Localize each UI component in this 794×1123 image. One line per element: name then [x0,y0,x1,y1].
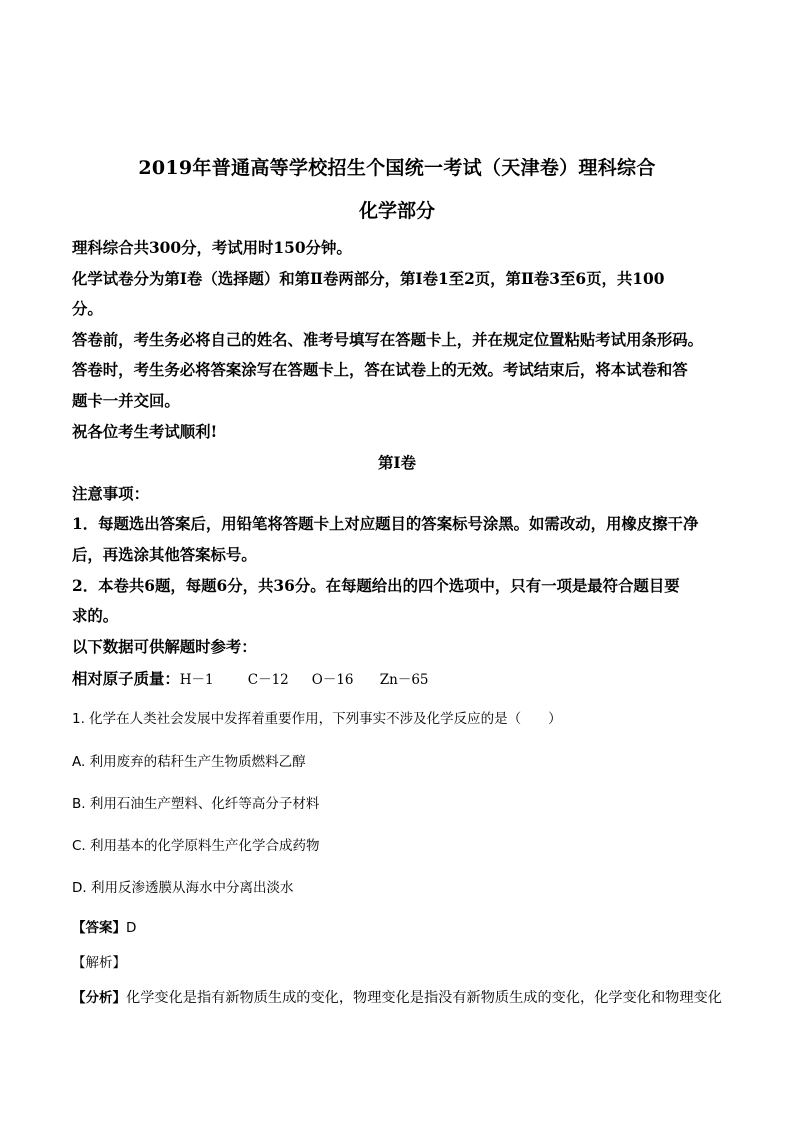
atomic-mass-c: C－12 [247,672,289,688]
atomic-mass-row [72,667,732,689]
fenxi-text: 化学变化是指有新物质生成的变化，物理变化是指没有新物质生成的变化，化学变化和物理变化 [126,990,722,1006]
note-1b: 后，再选涂其他答案标号。 [72,546,257,564]
answer-row [72,916,732,936]
atomic-mass-o: O－16 [311,672,354,688]
question-stem: 1. 化学在人类社会发展中发挥着重要作用，下列事实不涉及化学反应的是（ ） [72,711,562,727]
option-d: D. 利用反渗透膜从海水中分离出淡水 [72,880,294,896]
fenxi-tag: 【分析】 [72,990,126,1006]
answer-tag: 【答案】 [72,920,126,936]
intro-line-3: 答卷前，考生务必将自己的姓名、准考号填写在答题卡上，并在规定位置粘贴考试用条形码。 [72,331,704,349]
page-subtitle: 化学部分 [358,200,435,222]
answer-value: D [126,920,137,936]
fenxi-row [72,986,732,1007]
option-c: C. 利用基本的化学原料生产化学合成药物 [72,838,320,854]
intro-line-4a: 答卷时，考生务必将答案涂写在答题卡上，答在试卷上的无效。考试结束后，将本试卷和答 [72,361,688,379]
note-2a: 2．本卷共6题，每题6分，共36分。在每题给出的四个选项中，只有一项是最符合题目要 [72,577,680,595]
note-1a: 1．每题选出答案后，用铅笔将答题卡上对应题目的答案标号涂黑。如需改动，用橡皮擦干净 [72,515,699,533]
atomic-mass-label: 相对原子质量： [72,670,180,688]
intro-line-2a: 化学试卷分为第Ⅰ卷（选择题）和第Ⅱ卷两部分，第Ⅰ卷1至2页，第Ⅱ卷3至6页，共100 [72,270,665,288]
page-title: 2019年普通高等学校招生个国统一考试（天津卷）理科综合 [138,157,656,179]
intro-line-2b: 分。 [72,300,103,318]
option-b: B. 利用石油生产塑料、化纤等高分子材料 [72,796,320,812]
intro-line-5: 祝各位考生考试顺利! [72,423,218,441]
option-a: A. 利用废弃的秸秆生产生物质燃料乙醇 [72,754,306,770]
note-2b: 求的。 [72,607,119,625]
intro-line-4b: 题卡一并交回。 [72,392,180,410]
analysis-tag: 【解析】 [72,955,126,971]
intro-line-1: 理科综合共300分，考试用时150分钟。 [72,239,352,257]
section-title: 第Ⅰ卷 [378,454,416,472]
atomic-mass-h: H－1 [179,672,214,688]
atomic-mass-zn: Zn－65 [379,672,429,688]
data-reference: 以下数据可供解题时参考： [72,638,257,656]
notes-title: 注意事项： [72,485,149,503]
